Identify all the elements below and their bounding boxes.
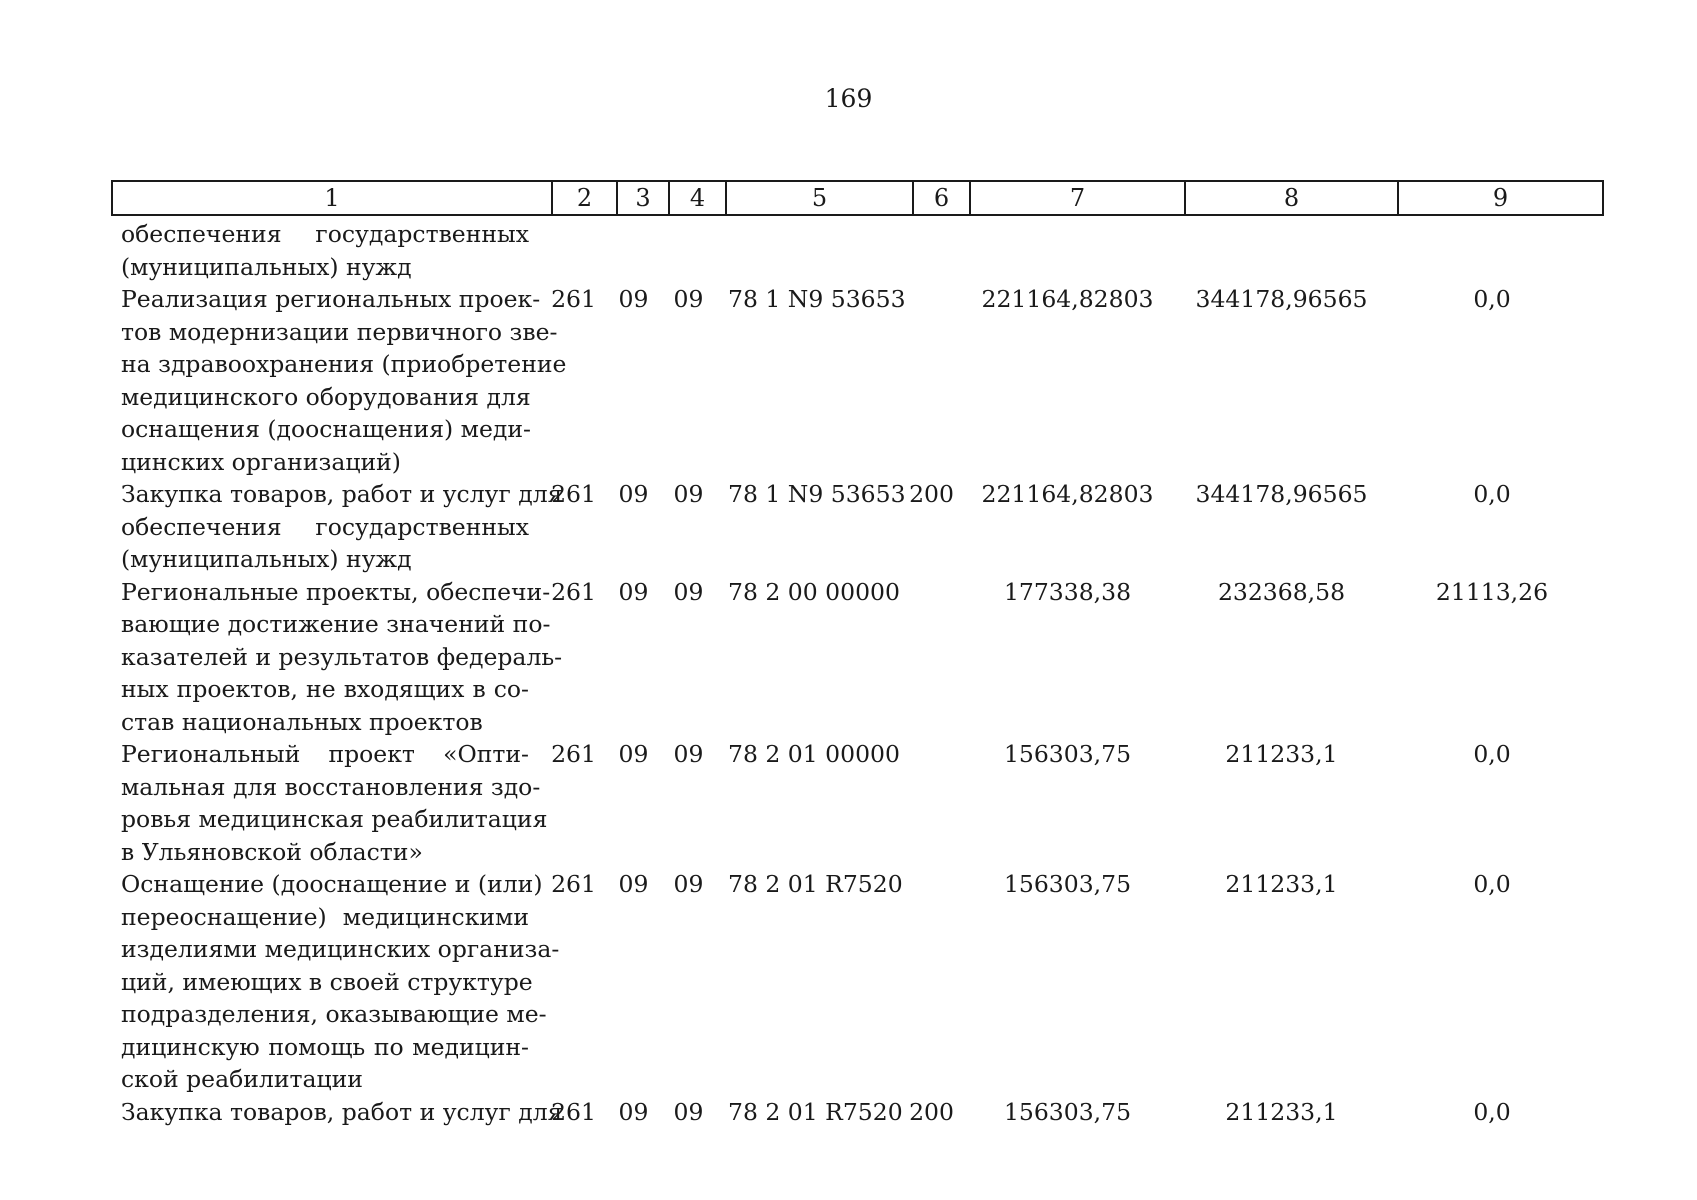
description-line: переоснащение) медицинскими [121, 902, 529, 931]
cell-col-7: 156303,75 [1003, 1097, 1132, 1126]
cell-col-2: 261 [551, 285, 596, 313]
table-row [111, 478, 1601, 576]
description-line: изделиями медицинских организа- [121, 935, 560, 963]
description-line: Закупка товаров, работ и услуг для [121, 480, 563, 508]
cell-col-4: 09 [673, 1097, 704, 1126]
row-description [111, 868, 560, 1096]
cell-col-7: 221164,82803 [981, 480, 1154, 508]
cell-col-9: 0,0 [1473, 870, 1511, 898]
cell-col-3: 09 [618, 870, 649, 898]
description-line: мальная для восстановления здо- [121, 772, 541, 801]
row-description [111, 218, 541, 283]
description-line: цинских организаций) [121, 447, 401, 476]
cell-col-9: 0,0 [1473, 285, 1511, 313]
header-col-6: 6 [913, 181, 970, 215]
cell-col-8: 232368,58 [1217, 577, 1346, 606]
description-line: (муниципальных) нужд [121, 545, 412, 573]
description-line: ций, имеющих в своей структуре [121, 967, 533, 996]
cell-col-9: 0,0 [1473, 480, 1511, 508]
description-line: Закупка товаров, работ и услуг для [121, 1097, 563, 1126]
cell-col-6: 200 [909, 480, 954, 508]
cell-col-8: 344178,96565 [1195, 480, 1368, 508]
cell-col-4: 09 [673, 870, 704, 898]
cell-col-5: 78 1 N9 53653 [728, 285, 906, 313]
row-description [111, 478, 563, 576]
description-line: обеспечения государственных [121, 220, 529, 248]
description-line: Оснащение (дооснащение и (или) [121, 870, 543, 898]
row-description [111, 738, 548, 868]
header-row [112, 181, 1603, 215]
cell-col-2: 261 [551, 740, 596, 768]
header-col-5: 5 [726, 181, 913, 215]
cell-col-3: 09 [618, 480, 649, 508]
header-col-2: 2 [552, 181, 617, 215]
table-row [111, 1096, 1601, 1129]
cell-col-8: 211233,1 [1225, 870, 1338, 898]
description-line: (муниципальных) нужд [121, 252, 412, 281]
cell-col-3: 09 [618, 740, 649, 768]
cell-col-4: 09 [673, 740, 704, 768]
header-col-7: 7 [970, 181, 1185, 215]
cell-col-7: 156303,75 [1003, 740, 1132, 768]
cell-col-5: 78 2 01 R7520 [728, 1097, 903, 1126]
cell-col-3: 09 [618, 285, 649, 313]
description-line: подразделения, оказывающие ме- [121, 1000, 547, 1028]
page-number: 169 [824, 84, 873, 113]
cell-col-7: 177338,38 [1003, 577, 1132, 606]
cell-col-3: 09 [618, 577, 649, 606]
cell-col-5: 78 1 N9 53653 [728, 480, 906, 508]
cell-col-6: 200 [909, 1097, 954, 1126]
cell-col-2: 261 [551, 480, 596, 508]
description-line: дицинскую помощь по медицин- [121, 1032, 529, 1061]
cell-col-8: 211233,1 [1225, 1097, 1338, 1126]
description-line: Реализация региональных проек- [121, 285, 541, 313]
description-line: вающие достижение значений по- [121, 610, 551, 638]
cell-col-3: 09 [618, 1097, 649, 1126]
table-body [111, 218, 1601, 1128]
cell-col-2: 261 [551, 577, 596, 606]
cell-col-9: 21113,26 [1435, 577, 1549, 606]
description-line: медицинского оборудования для [121, 382, 531, 411]
table-row [111, 576, 1601, 739]
row-description [111, 1096, 563, 1129]
table-row [111, 218, 1601, 283]
description-line: оснащения (дооснащения) меди- [121, 415, 531, 443]
description-line: на здравоохранения (приобретение [121, 350, 567, 378]
cell-col-2: 261 [551, 1097, 596, 1126]
cell-col-9: 0,0 [1473, 1097, 1511, 1126]
cell-col-2: 261 [551, 870, 596, 898]
description-line: ных проектов, не входящих в со- [121, 675, 529, 703]
cell-col-5: 78 2 01 00000 [728, 740, 900, 768]
description-line: тов модернизации первичного зве- [121, 317, 558, 346]
description-line: Региональный проект «Опти- [121, 740, 529, 768]
header-col-3: 3 [617, 181, 669, 215]
description-line: обеспечения государственных [121, 512, 529, 541]
cell-col-5: 78 2 00 00000 [728, 577, 900, 606]
cell-col-5: 78 2 01 R7520 [728, 870, 903, 898]
table-header [111, 180, 1604, 216]
cell-col-7: 156303,75 [1003, 870, 1132, 898]
header-col-8: 8 [1185, 181, 1398, 215]
cell-col-4: 09 [673, 480, 704, 508]
header-col-4: 4 [669, 181, 726, 215]
cell-col-7: 221164,82803 [981, 285, 1154, 313]
description-line: в Ульяновской области» [121, 837, 423, 866]
table-row [111, 738, 1601, 868]
cell-col-4: 09 [673, 577, 704, 606]
cell-col-4: 09 [673, 285, 704, 313]
cell-col-8: 211233,1 [1225, 740, 1338, 768]
description-line: казателей и результатов федераль- [121, 642, 563, 671]
description-line: ской реабилитации [121, 1065, 363, 1093]
cell-col-8: 344178,96565 [1195, 285, 1368, 313]
table-row [111, 868, 1601, 1096]
header-col-9: 9 [1398, 181, 1603, 215]
description-line: став национальных проектов [121, 707, 483, 736]
row-description [111, 283, 567, 478]
header-col-1: 1 [112, 181, 552, 215]
table-row [111, 283, 1601, 478]
description-line: ровья медицинская реабилитация [121, 805, 548, 833]
description-line: Региональные проекты, обеспечи- [121, 577, 551, 606]
row-description [111, 576, 563, 739]
cell-col-9: 0,0 [1473, 740, 1511, 768]
